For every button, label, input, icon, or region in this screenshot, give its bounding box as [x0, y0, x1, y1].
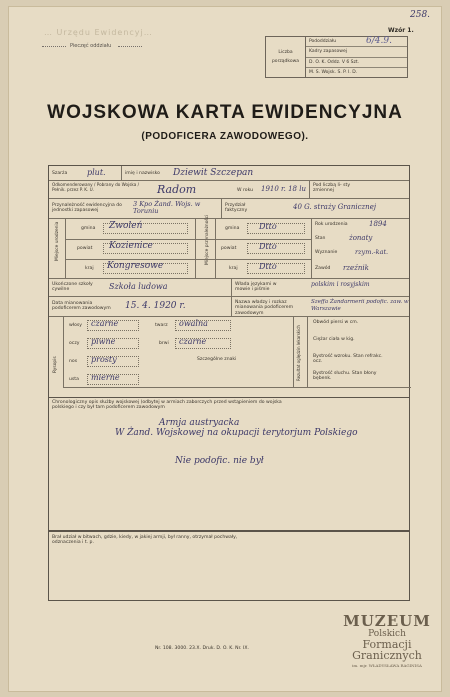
brows-value: czarne	[179, 337, 207, 346]
form-number: Wzór 1.	[388, 27, 414, 34]
print-footer: Nr. 108. 3000. 23.X. Druk. D. O. K. Nr. IX.	[155, 646, 249, 651]
register-row: M. S. Wojsk. S. P. I. D.	[309, 69, 358, 75]
register-row: Kadry zapasowej	[306, 47, 407, 57]
languages-value: polskim i rosyjskim	[311, 281, 370, 288]
register-row: Pododdziału 6/4.9.	[306, 37, 407, 47]
register-box	[265, 36, 408, 78]
actual-value: 40 G. straży Granicznej	[293, 203, 377, 211]
reserve-value: 3 Kpo Żand. Wojs. w Toruniu	[133, 200, 201, 215]
school-value: Szkoła ludowa	[109, 282, 168, 291]
birth-powiat-value: Kozienice	[109, 241, 153, 251]
mouth-value: mierne	[91, 373, 120, 382]
battles-label: Brał udział w bitwach, gdzie, kiedy, w jakiej armji, był ranny, otrzymał pochwały, odznaczenia i t. p.	[52, 535, 238, 546]
form-row-reserve: Przynależność ewidencyjna do jednostki zapasowej 3 Kpo Żand. Wojs. w Toruniu Przydział faktyczny 40 G. straży Granicznej	[49, 199, 409, 219]
profession-value: rzeźnik	[343, 264, 369, 272]
form-row-rank: Szarża plut. imię i nazwisko Dziewit Szczepan	[49, 166, 409, 181]
recruited-value: Radom	[157, 183, 197, 196]
chronology-line: W Żand. Wojskowej na okupacji terytorjum Polskiego	[115, 428, 358, 438]
evidence-form	[48, 165, 410, 398]
register-left-label: porządkowa	[271, 59, 300, 64]
register-left-label: Liczba	[278, 50, 293, 55]
birth-gmina-value: Zwoleń	[109, 221, 143, 231]
register-left	[266, 37, 306, 77]
rank-value: plut.	[87, 168, 106, 177]
birth-kraj-value: Kongresowe	[107, 261, 164, 271]
register-row: D. O. K. Oddz. V 6 Szt.	[306, 58, 407, 68]
birth-year-value: 1894	[369, 220, 387, 228]
form-block-origin: Miejsce urodzenia Miejsce przynależności gmina Zwoleń powiat Kozienice kraj Kongresowe gmina Dtto powiat Dtto kraj Dtto Rok urodzenia 1894 Stan żonaty Wyznanie rzym.-kat. Zawód rzeźnik	[49, 219, 409, 279]
form-block-description: Rysopis włosy czarne twarz owalna oczy piwne brwi czarne nos prosty Szczególne znaki usta mierne Rezultat oględzin lekarskich Obwód piersi w cm. Ciężar ciała w kig. Bystrość wzroku. Stan refrakc. ocz. Bystrość słuchu. Stan błony bębenk.	[49, 317, 409, 399]
status-value: żonaty	[349, 234, 373, 242]
form-row-recruited: Odkomenderowany / Pobrany do Wojska / Pełnik. przez P. K. U. Radom W roku 1910 r. 18 lu Pod liczbą li- sty zmiennej	[49, 181, 409, 199]
museum-watermark: MUZEUM Polskich Formacji Granicznych im. mjr. WŁADYSŁAWA RAGINISA	[343, 612, 431, 668]
name-value: Dziewit Szczepan	[173, 168, 254, 178]
form-row-appointed: Data mianowania podoficerem zawodowym 15. 4. 1920 r. Nazwa władzy i rozkaz mianowania podoficerem zawodowym Szeffa Żandarmerii podofic. zaw. w Warszawie	[49, 297, 409, 317]
service-chronology	[48, 398, 410, 531]
battles-section	[48, 531, 410, 601]
authority-value: Szeffa Żandarmerii podofic. zaw. w Warszawie	[311, 299, 409, 312]
chronology-line: Armja austryacka	[159, 418, 240, 428]
nose-value: prosty	[91, 355, 117, 364]
form-row-school: Ukończone szkoły cywilne Szkoła ludowa Włada językami w mowie i piśmie polskim i rosyjskim	[49, 279, 409, 297]
religion-value: rzym.-kat.	[355, 248, 389, 256]
chronology-line: Nie podofic. nie był	[175, 456, 264, 466]
appointed-value: 15. 4. 1920 r.	[125, 301, 186, 311]
res-powiat-value: Dtto	[259, 242, 277, 251]
unit-stamp-label: Pieczęć oddziału	[70, 43, 112, 49]
register-number: 6/4.9.	[366, 36, 392, 46]
year-value: 1910 r. 18 lu	[261, 185, 306, 193]
chronology-label: Chronologiczny opis służby wojskowej (odbytej w armiach zaborczych przed wstąpieniem do wojska polskiego i czy był tam podoficerem zawodowym	[52, 400, 282, 411]
res-gmina-value: Dtto	[259, 222, 277, 231]
document-subtitle: (PODOFICERA ZAWODOWEGO).	[141, 131, 309, 142]
faded-stamp: … Urzędu Ewidencyj…	[44, 28, 153, 37]
pencil-page-number: 258.	[410, 10, 431, 20]
res-kraj-value: Dtto	[259, 262, 277, 271]
document-title: WOJSKOWA KARTA EWIDENCYJNA	[47, 102, 403, 123]
hair-value: czarne	[91, 319, 119, 328]
eyes-value: piwne	[91, 337, 116, 346]
face-value: owalna	[179, 319, 208, 328]
